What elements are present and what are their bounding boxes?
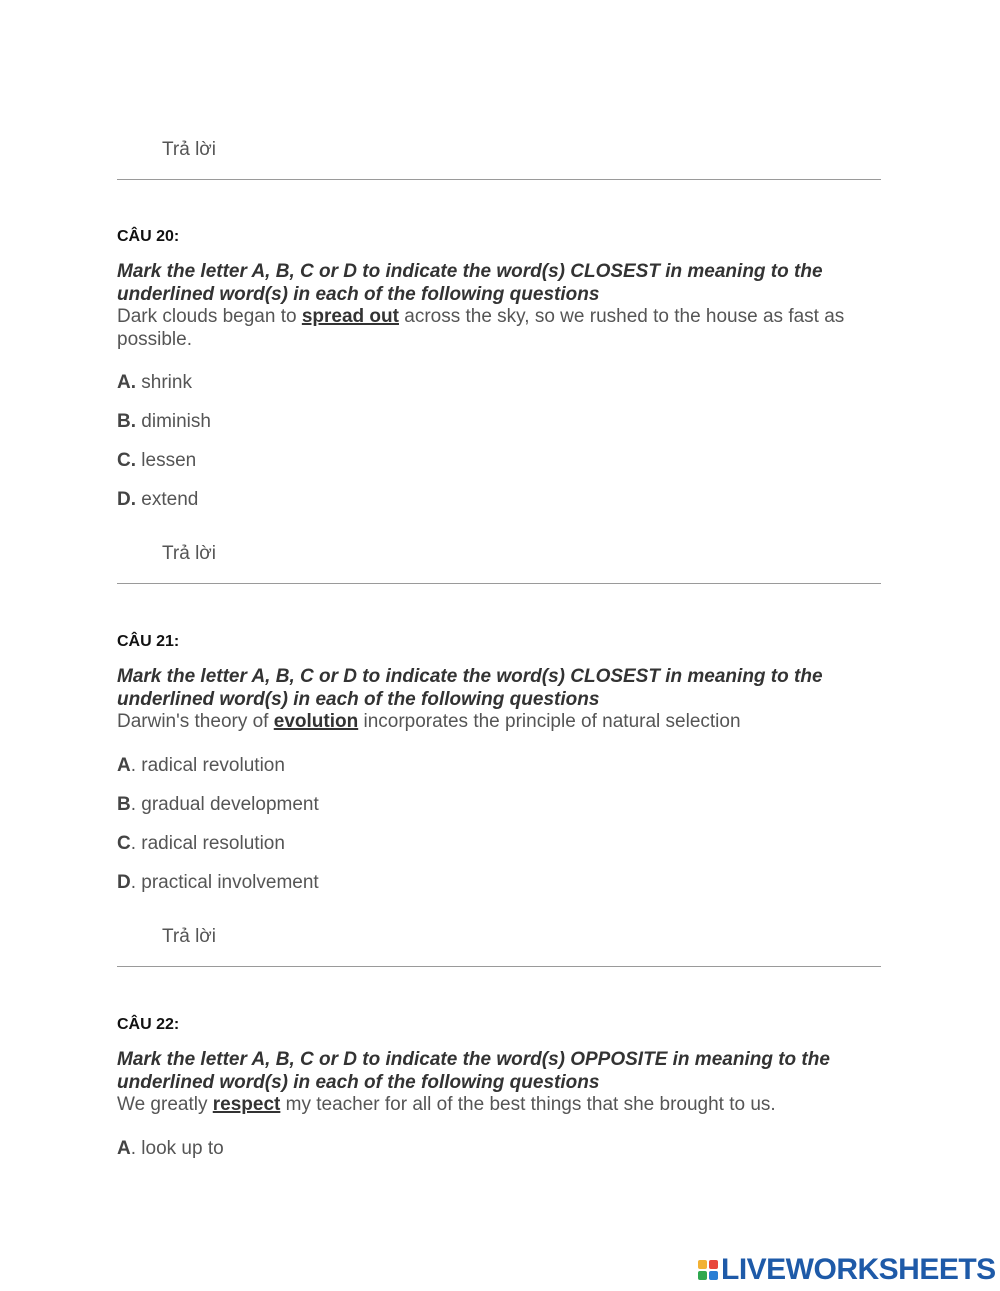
option-text: diminish	[136, 411, 211, 432]
option-c[interactable]	[117, 824, 887, 863]
option-text: . practical involvement	[130, 871, 319, 893]
logo-square	[698, 1271, 707, 1280]
option-d[interactable]	[117, 863, 887, 902]
divider	[117, 583, 881, 584]
question-22	[117, 1015, 887, 1168]
question-instruction: Mark the letter A, B, C or D to indicate the word(s) OPPOSITE in meaning to the underlined word(s) in each of the following questions	[117, 1049, 830, 1093]
option-b[interactable]	[117, 402, 887, 441]
logo-mark-icon	[698, 1260, 718, 1280]
option-a[interactable]	[117, 746, 887, 785]
liveworksheets-logo	[698, 1255, 996, 1285]
option-letter: D	[117, 871, 131, 893]
option-letter: A	[117, 1137, 131, 1159]
underlined-word: evolution	[273, 711, 359, 732]
option-letter: A.	[117, 372, 136, 393]
option-text: lessen	[136, 450, 197, 471]
option-letter: B	[117, 793, 131, 815]
question-sentence	[117, 1094, 887, 1117]
answer-link[interactable]: Trả lời	[162, 543, 216, 564]
question-20	[117, 227, 887, 519]
options-list	[117, 363, 887, 519]
logo-text: LIVEWORKSHEETS	[721, 1253, 996, 1286]
underlined-word: spread out	[301, 306, 399, 327]
divider	[117, 179, 881, 180]
option-letter: B.	[117, 411, 136, 432]
divider	[117, 966, 881, 967]
option-d[interactable]	[117, 480, 887, 519]
option-letter: A	[117, 754, 131, 776]
option-letter: C	[117, 832, 131, 854]
option-text: . gradual development	[130, 793, 319, 815]
option-letter: D.	[117, 489, 136, 510]
option-text: . radical revolution	[130, 754, 285, 776]
sentence-after: my teacher for all of the best things that she brought to us.	[280, 1094, 776, 1115]
question-sentence	[117, 306, 887, 351]
sentence-before: We greatly	[117, 1094, 213, 1115]
question-number: CÂU 22:	[117, 1016, 180, 1033]
sentence-before: Darwin's theory of	[117, 711, 274, 732]
question-instruction: Mark the letter A, B, C or D to indicate the word(s) CLOSEST in meaning to the underlined word(s) in each of the following questions	[117, 666, 823, 710]
options-list	[117, 1129, 887, 1168]
sentence-after: incorporates the principle of natural selection	[358, 711, 741, 732]
options-list	[117, 746, 887, 902]
option-text: . look up to	[130, 1137, 224, 1159]
answer-link[interactable]: Trả lời	[162, 926, 216, 947]
logo-square	[709, 1260, 718, 1269]
question-instruction: Mark the letter A, B, C or D to indicate the word(s) CLOSEST in meaning to the underlined word(s) in each of the following questions	[117, 261, 823, 305]
option-c[interactable]	[117, 441, 887, 480]
option-text: extend	[136, 489, 199, 510]
logo-square	[709, 1271, 718, 1280]
question-sentence	[117, 711, 887, 734]
answer-link[interactable]: Trả lời	[162, 139, 216, 160]
option-a[interactable]	[117, 1129, 887, 1168]
underlined-word: respect	[212, 1094, 281, 1115]
option-text: shrink	[136, 372, 192, 393]
sentence-before: Dark clouds began to	[117, 306, 302, 327]
option-letter: C.	[117, 450, 136, 471]
option-b[interactable]	[117, 785, 887, 824]
question-21	[117, 632, 887, 902]
sentence-after: across the sky, so we rushed to the house as fast as possible.	[117, 306, 845, 350]
option-text: . radical resolution	[130, 832, 285, 854]
question-number: CÂU 20:	[117, 228, 180, 245]
question-number: CÂU 21:	[117, 633, 180, 650]
option-a[interactable]	[117, 363, 887, 402]
logo-square	[698, 1260, 707, 1269]
